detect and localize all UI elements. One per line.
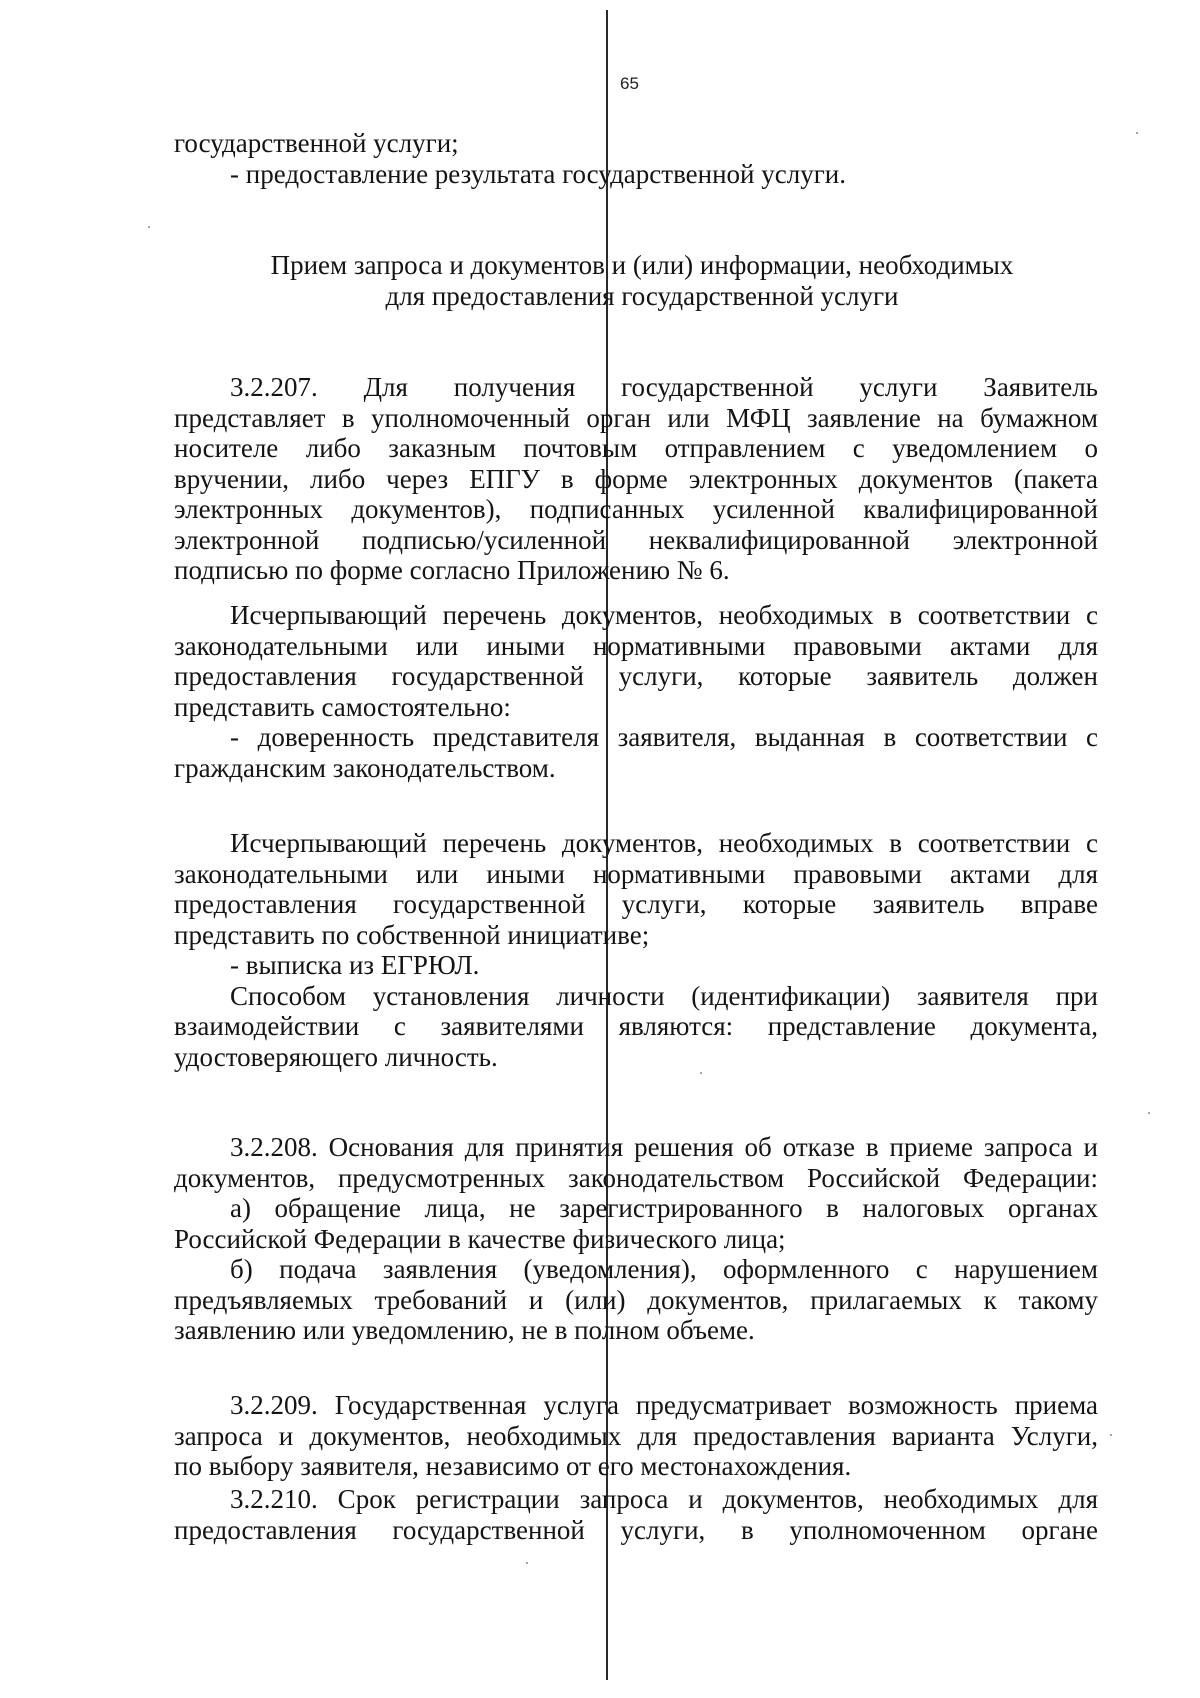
text-line: Российской Федерации в качестве физического лица; (174, 1223, 786, 1254)
required-documents-block (174, 600, 1098, 783)
scan-speck (700, 1072, 702, 1074)
scan-speck (1110, 1434, 1112, 1436)
list-item: - доверенность представителя заявителя, выданная в соответствии с (230, 722, 1098, 752)
intro-block (174, 128, 1098, 189)
list-item: - выписка из ЕГРЮЛ. (230, 950, 480, 980)
text-line: подписью по форме согласно Приложению № 6. (174, 555, 730, 585)
list-item: а) обращение лица, не зарегистрированного в налоговых органах (230, 1193, 1098, 1223)
text-line: гражданским законодательством. (174, 752, 556, 783)
paragraph-3-2-210 (174, 1484, 1098, 1545)
text-line: предъявляемых требований и (или) документов, прилагаемых к такому (174, 1284, 1098, 1315)
text-line: по выбору заявителя, независимо от его местонахождения. (174, 1451, 852, 1481)
text-line: 3.2.210. Срок регистрации запроса и документов, необходимых для (230, 1484, 1098, 1514)
text-line: 3.2.209. Государственная услуга предусматривает возможность приема (230, 1390, 1098, 1420)
text-line: Исчерпывающий перечень документов, необходимых в соответствии с (230, 828, 1098, 858)
text-line: носителе либо заказным почтовым отправлением с уведомлением о (174, 433, 1098, 463)
text-line: Исчерпывающий перечень документов, необходимых в соответствии с (230, 600, 1098, 630)
text-line: вручении, либо через ЕПГУ в форме электронных документов (пакета (174, 463, 1098, 494)
text-line: заявлению или уведомлению, не в полном объеме. (174, 1315, 755, 1345)
text-line: предоставления государственной услуги, которые заявитель вправе (174, 889, 1098, 919)
text-line: запроса и документов, необходимых для предоставления варианта Услуги, (174, 1420, 1098, 1451)
text-line: предоставления государственной услуги, в уполномоченном органе (174, 1514, 1098, 1545)
scan-speck (148, 226, 150, 228)
text-line: документов, предусмотренных законодательством Российской Федерации: (174, 1162, 1098, 1193)
text-line: законодательными или иными нормативными правовыми актами для (174, 630, 1098, 661)
text-line: электронных документов), подписанных усиленной квалифицированной (174, 494, 1098, 524)
section-heading (180, 250, 1104, 311)
optional-documents-block (174, 828, 1098, 1072)
text-line: взаимодействии с заявителями являются: представление документа, (174, 1011, 1098, 1041)
paragraph-3-2-208 (174, 1132, 1098, 1346)
text-line: представить самостоятельно: (174, 691, 511, 722)
scan-speck (1148, 1112, 1150, 1114)
heading-line: для предоставления государственной услуги (385, 280, 899, 311)
text-line: представляет в уполномоченный орган или МФЦ заявление на бумажном (174, 402, 1098, 433)
page-number: 65 (620, 74, 639, 93)
scan-speck (1136, 132, 1138, 134)
scan-speck (526, 1562, 528, 1564)
text-line: Способом установления личности (идентификации) заявителя при (230, 980, 1098, 1011)
paragraph-3-2-207 (174, 372, 1098, 586)
text-line: представить по собственной инициативе; (174, 919, 650, 950)
text-line: электронной подписью/усиленной неквалифицированной электронной (174, 524, 1098, 555)
text-line: предоставления государственной услуги, которые заявитель должен (174, 661, 1098, 691)
text-line: 3.2.207. Для получения государственной услуги Заявитель (230, 372, 1098, 402)
text-line: законодательными или иными нормативными правовыми актами для (174, 858, 1098, 889)
text-line: удостоверяющего личность. (174, 1041, 498, 1072)
list-item: - предоставление результата государственной услуги. (230, 158, 846, 189)
text-line: 3.2.208. Основания для принятия решения об отказе в приеме запроса и (230, 1132, 1098, 1162)
text-line: государственной услуги; (174, 128, 459, 158)
list-item: б) подача заявления (уведомления), оформленного с нарушением (230, 1254, 1098, 1284)
paragraph-3-2-209 (174, 1390, 1098, 1482)
heading-line: Прием запроса и документов и (или) информации, необходимых (270, 250, 1014, 280)
